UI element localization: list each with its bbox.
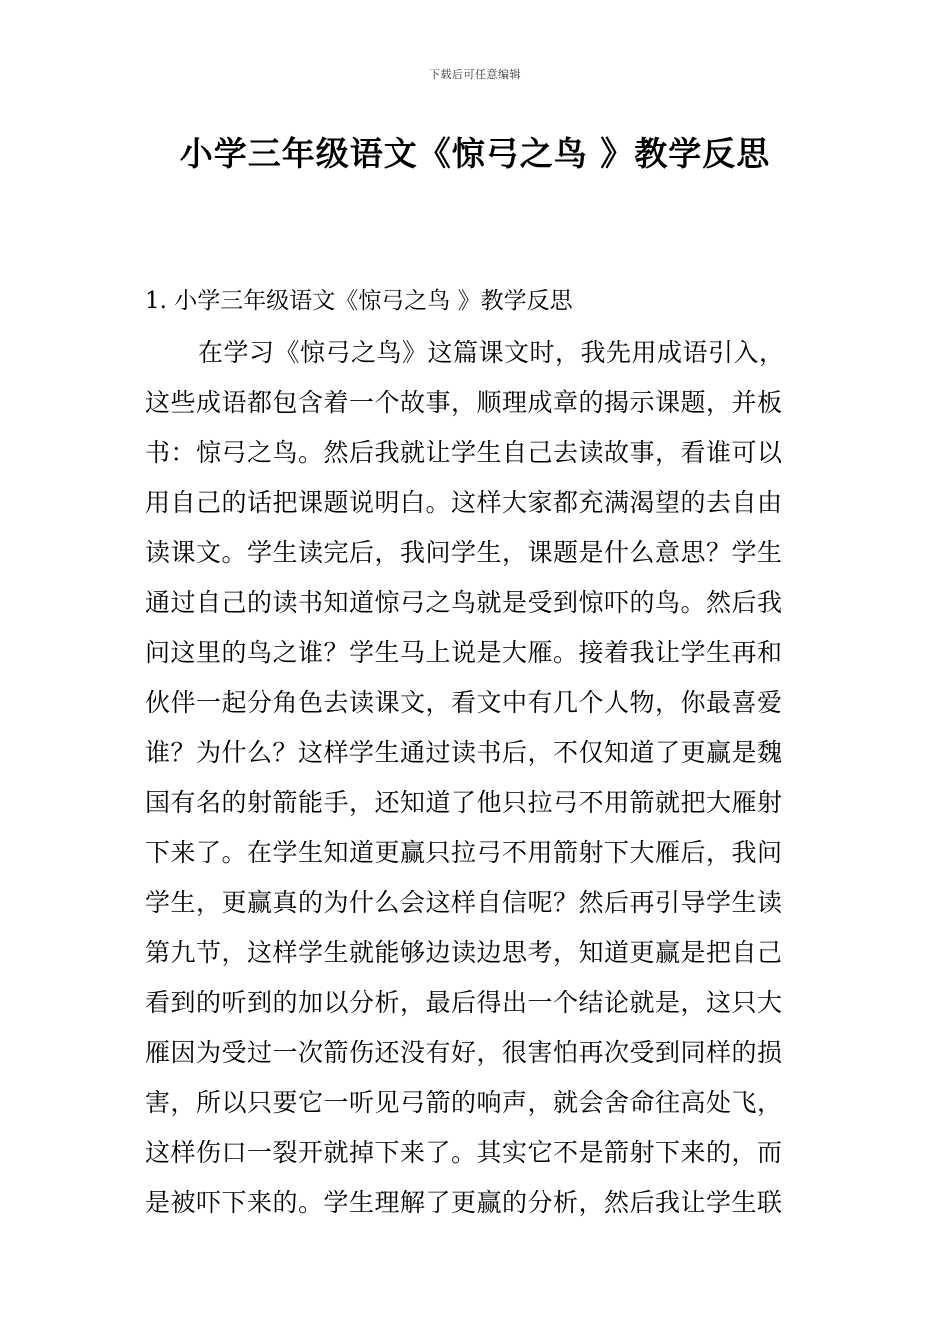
paragraph-line: 学生，更赢真的为什么会这样自信呢？然后再引导学生读 xyxy=(145,888,783,917)
paragraph-line: 谁？为什么？这样学生通过读书后，不仅知道了更赢是魏 xyxy=(145,738,783,767)
paragraph-line: 看到的听到的加以分析，最后得出一个结论就是，这只大 xyxy=(145,988,783,1017)
paragraph-line: 书：惊弓之鸟。然后我就让学生自己去读故事，看谁可以 xyxy=(145,438,783,467)
paragraph-line: 在学习《惊弓之鸟》这篇课文时，我先用成语引入， xyxy=(198,338,785,367)
paragraph-line: 害，所以只要它一听见弓箭的响声，就会舍命往高处飞， xyxy=(145,1088,783,1117)
body-paragraph xyxy=(145,328,815,1228)
paragraph-line: 是被吓下来的。学生理解了更赢的分析，然后我让学生联 xyxy=(145,1188,783,1217)
paragraph-line: 用自己的话把课题说明白。这样大家都充满渴望的去自由 xyxy=(145,488,783,517)
paragraph-line: 国有名的射箭能手，还知道了他只拉弓不用箭就把大雁射 xyxy=(145,788,783,817)
paragraph-line: 问这里的鸟之谁？学生马上说是大雁。接着我让学生再和 xyxy=(145,638,783,667)
section-heading: 1. 小学三年级语文《惊弓之鸟 》教学反思 xyxy=(145,288,573,314)
paragraph-line: 伙伴一起分角色去读课文，看文中有几个人物，你最喜爱 xyxy=(145,688,783,717)
document-title: 小学三年级语文《惊弓之鸟 》教学反思 xyxy=(179,134,771,173)
paragraph-line: 第九节，这样学生就能够边读边思考，知道更赢是把自己 xyxy=(145,938,783,967)
paragraph-line: 下来了。在学生知道更赢只拉弓不用箭射下大雁后，我问 xyxy=(145,838,783,867)
header-note: 下载后可任意编辑 xyxy=(429,68,521,81)
paragraph-line: 雁因为受过一次箭伤还没有好，很害怕再次受到同样的损 xyxy=(145,1038,783,1067)
paragraph-line: 这些成语都包含着一个故事，顺理成章的揭示课题，并板 xyxy=(145,388,783,417)
paragraph-line: 读课文。学生读完后，我问学生，课题是什么意思？学生 xyxy=(145,538,783,567)
paragraph-line: 通过自己的读书知道惊弓之鸟就是受到惊吓的鸟。然后我 xyxy=(145,588,783,617)
paragraph-line: 这样伤口一裂开就掉下来了。其实它不是箭射下来的，而 xyxy=(145,1138,783,1167)
